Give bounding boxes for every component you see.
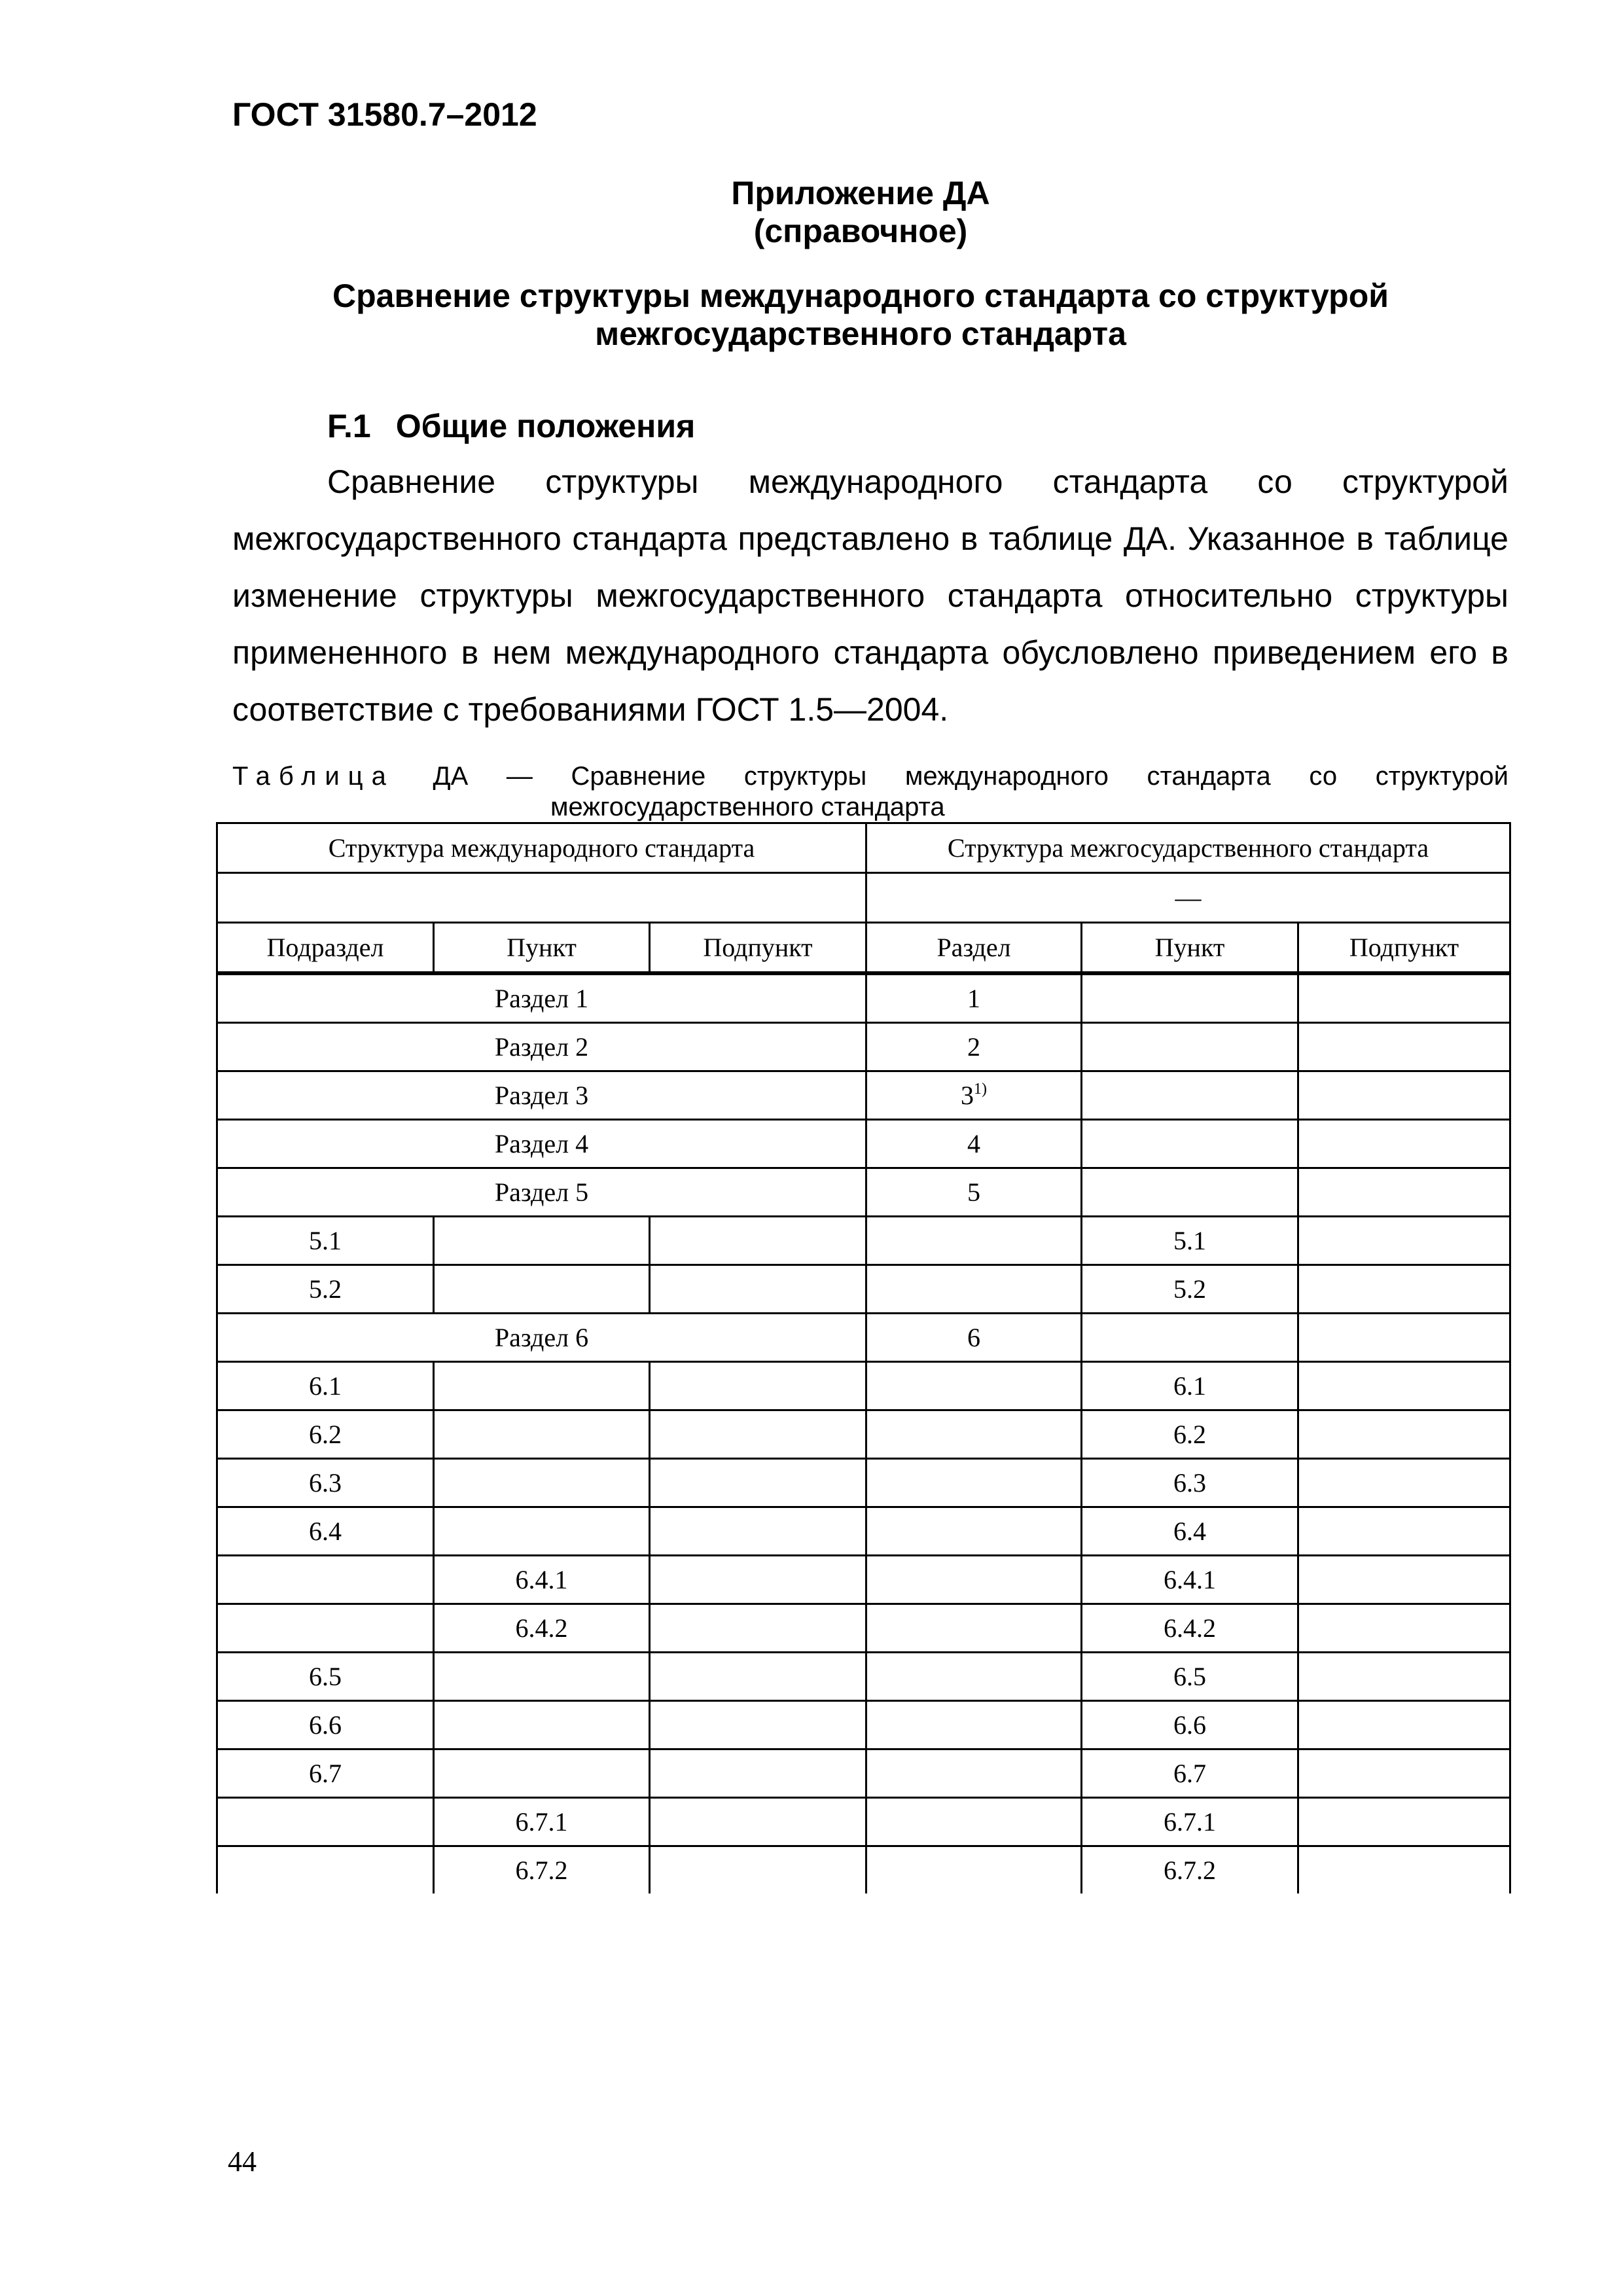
cell-razdel bbox=[866, 1362, 1082, 1410]
table-row bbox=[217, 1265, 1510, 1314]
cell-razdel-value: 1 bbox=[967, 984, 981, 1013]
cell-razdel-value: 2 bbox=[967, 1032, 981, 1062]
interstate-structure-header: Структура межгосударственного стандарта bbox=[866, 823, 1510, 873]
cell-intl-podrazdel-value: 6.5 bbox=[309, 1662, 342, 1691]
cell-intl-podrazdel bbox=[217, 1459, 434, 1507]
cell-razdel bbox=[866, 1507, 1082, 1556]
cell-punkt-value: 5.2 bbox=[1173, 1274, 1207, 1304]
table-row bbox=[217, 1507, 1510, 1556]
cell-punkt bbox=[1082, 1846, 1298, 1894]
cell-intl-punkt bbox=[434, 1265, 650, 1314]
cell-punkt bbox=[1082, 1362, 1298, 1410]
table-row bbox=[217, 1846, 1510, 1894]
interstate-structure-sub: — bbox=[866, 873, 1510, 923]
cell-intl-podpunkt bbox=[650, 1459, 866, 1507]
table-caption-word: Сравнение bbox=[571, 762, 706, 791]
cell-intl-section bbox=[217, 1168, 866, 1217]
cell-intl-section bbox=[217, 1314, 866, 1362]
table-row bbox=[217, 1217, 1510, 1265]
column-header: Подпункт bbox=[650, 923, 866, 974]
cell-intl-podpunkt bbox=[650, 1846, 866, 1894]
cell-intl-podrazdel bbox=[217, 1701, 434, 1749]
comparison-table bbox=[216, 822, 1511, 1893]
cell-podpunkt bbox=[1298, 1749, 1510, 1798]
cell-razdel bbox=[866, 1265, 1082, 1314]
cell-intl-podrazdel bbox=[217, 1362, 434, 1410]
cell-punkt bbox=[1082, 1701, 1298, 1749]
cell-razdel bbox=[866, 1314, 1082, 1362]
cell-intl-section-value: Раздел 5 bbox=[494, 1177, 589, 1207]
table-row bbox=[217, 1120, 1510, 1168]
cell-intl-podpunkt bbox=[650, 1362, 866, 1410]
cell-punkt-value: 5.1 bbox=[1173, 1226, 1207, 1255]
cell-intl-podpunkt bbox=[650, 1265, 866, 1314]
appendix-heading-line2: межгосударственного стандарта bbox=[595, 315, 1126, 352]
appendix-subtitle: (справочное) bbox=[753, 213, 968, 249]
cell-intl-podpunkt bbox=[650, 1217, 866, 1265]
cell-intl-podrazdel bbox=[217, 1556, 434, 1604]
cell-punkt-value: 6.2 bbox=[1173, 1420, 1207, 1449]
cell-intl-podpunkt bbox=[650, 1653, 866, 1701]
appendix-heading bbox=[0, 277, 1623, 353]
cell-intl-section-value: Раздел 6 bbox=[494, 1323, 589, 1352]
section-number: F.1 bbox=[327, 408, 371, 444]
table-caption-word: международного bbox=[904, 762, 1109, 791]
cell-punkt bbox=[1082, 1120, 1298, 1168]
cell-razdel bbox=[866, 1071, 1082, 1120]
document-id: ГОСТ 31580.7–2012 bbox=[232, 96, 537, 133]
cell-punkt-value: 6.1 bbox=[1173, 1371, 1207, 1401]
cell-razdel bbox=[866, 1120, 1082, 1168]
cell-intl-punkt bbox=[434, 1798, 650, 1846]
page-number: 44 bbox=[228, 2145, 257, 2178]
cell-punkt-value: 6.6 bbox=[1173, 1710, 1207, 1740]
cell-intl-punkt bbox=[434, 1846, 650, 1894]
cell-intl-podrazdel bbox=[217, 1846, 434, 1894]
cell-intl-podpunkt bbox=[650, 1410, 866, 1459]
cell-punkt bbox=[1082, 1314, 1298, 1362]
cell-punkt-value: 6.7.2 bbox=[1164, 1856, 1217, 1885]
cell-punkt-value: 6.4.1 bbox=[1164, 1565, 1217, 1594]
cell-podpunkt bbox=[1298, 1798, 1510, 1846]
cell-intl-punkt bbox=[434, 1507, 650, 1556]
cell-intl-punkt-value: 6.7.2 bbox=[515, 1856, 568, 1885]
cell-intl-podrazdel-value: 6.2 bbox=[309, 1420, 342, 1449]
cell-razdel bbox=[866, 1701, 1082, 1749]
cell-podpunkt bbox=[1298, 1846, 1510, 1894]
cell-podpunkt bbox=[1298, 1071, 1510, 1120]
cell-razdel bbox=[866, 1653, 1082, 1701]
cell-intl-podrazdel bbox=[217, 1217, 434, 1265]
intl-structure-sub bbox=[217, 873, 866, 923]
table-caption-word: со bbox=[1309, 762, 1338, 791]
cell-punkt bbox=[1082, 1507, 1298, 1556]
cell-podpunkt bbox=[1298, 973, 1510, 1023]
cell-punkt-value: 6.4.2 bbox=[1164, 1613, 1217, 1643]
table-row bbox=[217, 1362, 1510, 1410]
cell-razdel bbox=[866, 1410, 1082, 1459]
cell-punkt bbox=[1082, 1749, 1298, 1798]
cell-intl-podrazdel-value: 6.6 bbox=[309, 1710, 342, 1740]
table-caption-word: структуры bbox=[743, 762, 867, 791]
cell-intl-section bbox=[217, 1023, 866, 1071]
cell-punkt bbox=[1082, 1265, 1298, 1314]
table-caption-line1 bbox=[232, 761, 1508, 792]
cell-intl-punkt-value: 6.7.1 bbox=[515, 1807, 568, 1837]
table-caption-line2: межгосударственного стандарта bbox=[550, 793, 945, 821]
table-row bbox=[217, 1410, 1510, 1459]
cell-punkt bbox=[1082, 1798, 1298, 1846]
cell-razdel bbox=[866, 1846, 1082, 1894]
cell-intl-podrazdel-value: 6.1 bbox=[309, 1371, 342, 1401]
cell-punkt bbox=[1082, 1071, 1298, 1120]
cell-razdel-value: 5 bbox=[967, 1177, 981, 1207]
table-row bbox=[217, 1749, 1510, 1798]
cell-razdel bbox=[866, 1798, 1082, 1846]
cell-intl-podpunkt bbox=[650, 1507, 866, 1556]
cell-razdel bbox=[866, 973, 1082, 1023]
cell-punkt bbox=[1082, 973, 1298, 1023]
cell-intl-punkt bbox=[434, 1459, 650, 1507]
cell-intl-podrazdel-value: 5.1 bbox=[309, 1226, 342, 1255]
table-row bbox=[217, 1701, 1510, 1749]
cell-punkt bbox=[1082, 1217, 1298, 1265]
cell-razdel bbox=[866, 1217, 1082, 1265]
cell-intl-podpunkt bbox=[650, 1798, 866, 1846]
cell-intl-section bbox=[217, 1120, 866, 1168]
cell-intl-section-value: Раздел 3 bbox=[494, 1081, 589, 1110]
cell-intl-podrazdel bbox=[217, 1410, 434, 1459]
table-column-header-row bbox=[217, 923, 1510, 974]
cell-punkt-value: 6.5 bbox=[1173, 1662, 1207, 1691]
table-caption-word: стандарта bbox=[1147, 762, 1271, 791]
cell-podpunkt bbox=[1298, 1604, 1510, 1653]
section-paragraph: Сравнение структуры международного стандарта со структурой межгосударственного стандарта представлено в таблице ДА. Указанное в таблице изменение структуры межгосударственного стандарта относительно структуры примененного в нем международного стандарта обусловлено приведением его в соответствие с требованиями ГОСТ 1.5—2004. bbox=[232, 463, 1508, 728]
table-row bbox=[217, 1168, 1510, 1217]
cell-intl-podrazdel bbox=[217, 1604, 434, 1653]
cell-podpunkt bbox=[1298, 1217, 1510, 1265]
cell-podpunkt bbox=[1298, 1459, 1510, 1507]
column-header: Пункт bbox=[434, 923, 650, 974]
footnote-marker: 1) bbox=[974, 1081, 988, 1098]
section-title: Общие положения bbox=[395, 408, 696, 444]
cell-intl-punkt bbox=[434, 1410, 650, 1459]
cell-razdel bbox=[866, 1023, 1082, 1071]
cell-intl-punkt bbox=[434, 1362, 650, 1410]
table-group-sub-row bbox=[217, 873, 1510, 923]
cell-intl-section-value: Раздел 4 bbox=[494, 1129, 589, 1158]
cell-punkt-value: 6.7 bbox=[1173, 1759, 1207, 1788]
table-caption-dash: — bbox=[506, 762, 533, 791]
cell-razdel bbox=[866, 1556, 1082, 1604]
column-header: Подпункт bbox=[1298, 923, 1510, 974]
table-group-header-row bbox=[217, 823, 1510, 873]
cell-podpunkt bbox=[1298, 1701, 1510, 1749]
cell-intl-podpunkt bbox=[650, 1749, 866, 1798]
cell-intl-podrazdel bbox=[217, 1749, 434, 1798]
table-row bbox=[217, 973, 1510, 1023]
cell-razdel-value: 4 bbox=[967, 1129, 981, 1158]
cell-intl-punkt bbox=[434, 1653, 650, 1701]
cell-intl-section bbox=[217, 973, 866, 1023]
column-header: Пункт bbox=[1082, 923, 1298, 974]
table-caption-id: ДА bbox=[433, 762, 469, 791]
cell-podpunkt bbox=[1298, 1314, 1510, 1362]
cell-intl-punkt bbox=[434, 1217, 650, 1265]
cell-intl-podrazdel bbox=[217, 1507, 434, 1556]
cell-intl-punkt bbox=[434, 1701, 650, 1749]
table-row bbox=[217, 1798, 1510, 1846]
cell-intl-punkt bbox=[434, 1556, 650, 1604]
cell-intl-section-value: Раздел 1 bbox=[494, 984, 589, 1013]
table-row bbox=[217, 1653, 1510, 1701]
cell-podpunkt bbox=[1298, 1410, 1510, 1459]
cell-intl-section bbox=[217, 1071, 866, 1120]
table-row bbox=[217, 1071, 1510, 1120]
cell-intl-podrazdel bbox=[217, 1653, 434, 1701]
cell-intl-punkt-value: 6.4.1 bbox=[515, 1565, 568, 1594]
cell-podpunkt bbox=[1298, 1265, 1510, 1314]
cell-podpunkt bbox=[1298, 1507, 1510, 1556]
cell-intl-podrazdel bbox=[217, 1265, 434, 1314]
section-heading bbox=[327, 407, 695, 445]
cell-podpunkt bbox=[1298, 1653, 1510, 1701]
cell-podpunkt bbox=[1298, 1023, 1510, 1071]
cell-intl-podrazdel bbox=[217, 1798, 434, 1846]
cell-punkt bbox=[1082, 1410, 1298, 1459]
table-caption-label: Таблица bbox=[232, 762, 395, 791]
cell-intl-podrazdel-value: 5.2 bbox=[309, 1274, 342, 1304]
cell-podpunkt bbox=[1298, 1168, 1510, 1217]
column-header: Подраздел bbox=[217, 923, 434, 974]
cell-punkt-value: 6.3 bbox=[1173, 1468, 1207, 1498]
cell-punkt-value: 6.7.1 bbox=[1164, 1807, 1217, 1837]
cell-razdel-value: 6 bbox=[967, 1323, 981, 1352]
cell-punkt-value: 6.4 bbox=[1173, 1516, 1207, 1546]
cell-podpunkt bbox=[1298, 1556, 1510, 1604]
cell-punkt bbox=[1082, 1168, 1298, 1217]
table-row bbox=[217, 1556, 1510, 1604]
cell-razdel-value: 3 bbox=[961, 1081, 974, 1110]
cell-podpunkt bbox=[1298, 1120, 1510, 1168]
appendix-title: Приложение ДА bbox=[731, 175, 990, 211]
cell-intl-punkt bbox=[434, 1604, 650, 1653]
cell-punkt bbox=[1082, 1604, 1298, 1653]
cell-intl-podpunkt bbox=[650, 1701, 866, 1749]
appendix-heading-line1: Сравнение структуры международного стандарта со структурой bbox=[332, 278, 1389, 314]
cell-intl-podpunkt bbox=[650, 1556, 866, 1604]
table-row bbox=[217, 1604, 1510, 1653]
cell-intl-podpunkt bbox=[650, 1604, 866, 1653]
cell-intl-podrazdel-value: 6.4 bbox=[309, 1516, 342, 1546]
cell-intl-podrazdel-value: 6.7 bbox=[309, 1759, 342, 1788]
cell-intl-punkt-value: 6.4.2 bbox=[515, 1613, 568, 1643]
cell-punkt bbox=[1082, 1653, 1298, 1701]
cell-intl-section-value: Раздел 2 bbox=[494, 1032, 589, 1062]
cell-razdel bbox=[866, 1749, 1082, 1798]
cell-razdel bbox=[866, 1168, 1082, 1217]
cell-razdel bbox=[866, 1459, 1082, 1507]
table-row bbox=[217, 1023, 1510, 1071]
cell-razdel bbox=[866, 1604, 1082, 1653]
cell-podpunkt bbox=[1298, 1362, 1510, 1410]
table-row bbox=[217, 1314, 1510, 1362]
table-caption-word: структурой bbox=[1375, 762, 1508, 791]
cell-intl-podrazdel-value: 6.3 bbox=[309, 1468, 342, 1498]
cell-punkt bbox=[1082, 1459, 1298, 1507]
cell-punkt bbox=[1082, 1556, 1298, 1604]
table-caption bbox=[232, 761, 1508, 823]
cell-punkt bbox=[1082, 1023, 1298, 1071]
table-row bbox=[217, 1459, 1510, 1507]
column-header: Раздел bbox=[866, 923, 1082, 974]
intl-structure-header: Структура международного стандарта bbox=[217, 823, 866, 873]
cell-intl-punkt bbox=[434, 1749, 650, 1798]
